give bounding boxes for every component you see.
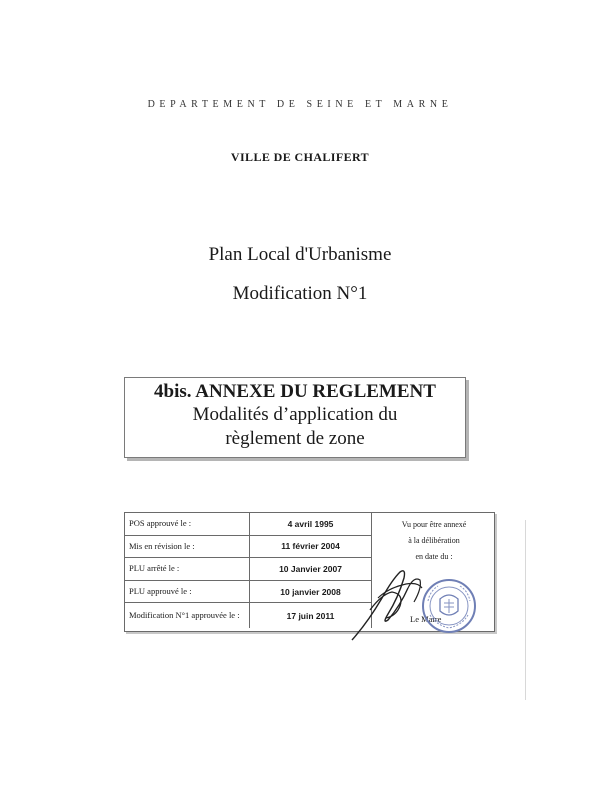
signature-icon [348, 558, 458, 644]
approval-line1: Vu pour être annexé [401, 520, 467, 529]
modification-title: Modification N°1 [232, 283, 368, 304]
row-label: Modification N°1 approuvée le : [125, 603, 250, 629]
annex-subtitle-line1: Modalités d’application du [192, 404, 398, 425]
row-label: POS approuvé le : [125, 513, 250, 535]
scan-edge-line [525, 520, 526, 700]
department-heading: DEPARTEMENT DE SEINE ET MARNE [147, 99, 453, 110]
approval-note [377, 516, 491, 564]
annex-box [124, 377, 466, 458]
annex-subtitle-line2: règlement de zone [225, 428, 365, 449]
table-row [125, 558, 372, 581]
table-row [125, 535, 372, 558]
row-value: 4 avril 1995 [250, 513, 372, 535]
row-label: PLU arrêté le : [125, 558, 250, 581]
row-label: PLU approuvé le : [125, 580, 250, 603]
row-value: 10 Janvier 2007 [250, 558, 372, 581]
approval-line2: à la délibération [408, 536, 460, 545]
row-value: 11 février 2004 [250, 535, 372, 558]
approval-line3: en date du : [415, 552, 453, 561]
town-name: VILLE DE CHALIFERT [230, 150, 370, 164]
table-row [125, 580, 372, 603]
row-value: 17 juin 2011 [250, 603, 372, 629]
annex-title: 4bis. ANNEXE DU REGLEMENT [154, 381, 436, 402]
dates-table [125, 513, 372, 628]
signatory-label: Le Maire [410, 614, 442, 624]
row-value: 10 janvier 2008 [250, 580, 372, 603]
table-row [125, 603, 372, 629]
table-row [125, 513, 372, 535]
plan-title: Plan Local d'Urbanisme [208, 244, 392, 265]
row-label: Mis en révision le : [125, 535, 250, 558]
